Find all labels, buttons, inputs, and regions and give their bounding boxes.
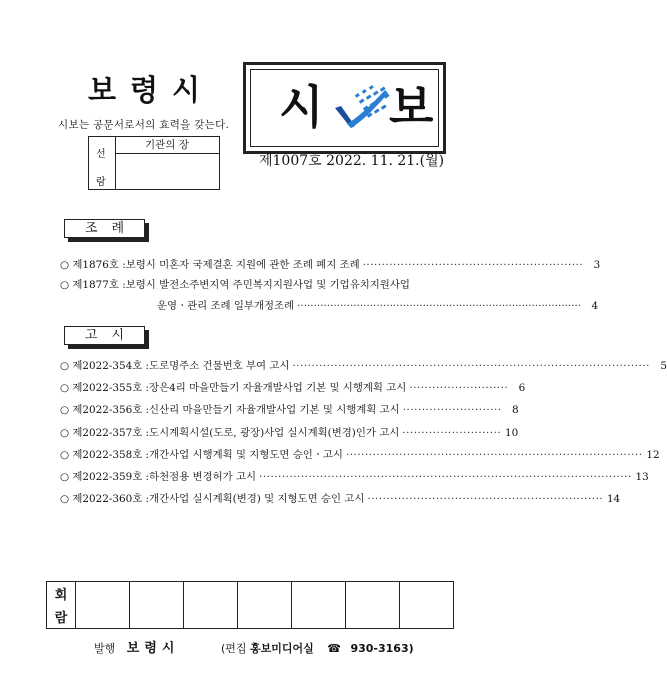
list-item [60, 446, 660, 462]
telephone-icon: ☎ [327, 642, 341, 655]
entry-page: 13 [635, 471, 649, 483]
editor-label: (편집 [220, 642, 247, 655]
entry-title: 보령시 미혼자 국제결혼 지원에 관한 조례 폐지 조례 [125, 259, 360, 271]
list-item [60, 424, 519, 440]
list-item [60, 256, 601, 272]
leader-dots: ·································································································· [259, 471, 632, 483]
entry-page: 3 [593, 259, 601, 271]
section-notice-header: 고시 [64, 326, 145, 345]
entry-page: 10 [504, 427, 519, 439]
entry-number: ○ 제2022-358호 : [60, 449, 150, 461]
circulation-cell [292, 582, 346, 628]
leader-dots: ······························································ [367, 493, 604, 505]
circulation-cell [184, 582, 238, 628]
entry-title: 하천점용 변경허가 고시 [149, 471, 257, 483]
entry-title: 개간사업 시행계획 및 지형도면 승인ㆍ고시 [149, 449, 343, 461]
city-title: 보령시 [88, 73, 215, 107]
gazette-title-box [243, 62, 446, 154]
list-item [60, 401, 519, 417]
circulation-label-top: 회 [54, 588, 68, 603]
phone-number: 930-3163) [350, 642, 414, 655]
list-item [60, 276, 452, 292]
list-item [60, 468, 649, 484]
entry-number: ○ 제2022-355호 : [60, 382, 150, 394]
leader-dots: ·························· [402, 404, 502, 416]
circulation-cell [238, 582, 292, 628]
list-item [60, 379, 526, 395]
leader-dots: ······················································································ [297, 300, 582, 312]
entry-page: 14 [606, 493, 621, 505]
leader-dots: ·············································································· [345, 449, 643, 461]
gazette-title-inner [250, 69, 439, 147]
entry-title: 장은4리 마을만들기 자율개발사업 기본 및 시행계획 고시 [149, 382, 407, 394]
publisher-footer [94, 637, 414, 656]
stamp-side-bottom: 람 [96, 177, 106, 188]
entry-number: ○ 제1877호 : [60, 279, 126, 291]
entry-number: ○ 제2022-354호 : [60, 360, 150, 372]
entry-title: 개간사업 실시계획(변경) 및 지형도면 승인 고시 [149, 493, 365, 505]
publisher-name: 보령시 [126, 641, 180, 656]
circulation-label-bottom: 람 [54, 611, 68, 626]
issue-number-date: 제1007호 2022. 11. 21.(월) [259, 153, 445, 169]
entry-title-continued: 운영ㆍ관리 조례 일부개정조례 [157, 300, 295, 312]
entry-title: 신산리 마을만들기 자율개발사업 기본 및 시행계획 고시 [149, 404, 400, 416]
section-ordinance-header: 조례 [64, 219, 145, 238]
city-logo-icon [333, 80, 393, 136]
leader-dots: ······························································································ [292, 360, 650, 372]
entry-page: 6 [518, 382, 526, 394]
approval-stamp-box [88, 136, 220, 190]
gazette-title-left: 시 [279, 80, 324, 134]
circulation-table [46, 581, 454, 629]
gazette-title-right: 보 [389, 80, 434, 134]
entry-title: 도시계획시설(도로, 광장)사업 실시계획(변경)인가 고시 [149, 427, 400, 439]
entry-title: 도로명주소 건물번호 부여 고시 [149, 360, 290, 372]
entry-page: 12 [646, 449, 660, 461]
list-item [60, 490, 621, 506]
entry-number: ○ 제1876호 : [60, 259, 126, 271]
publisher-label: 발행 [94, 642, 116, 655]
entry-page: 4 [591, 300, 599, 312]
stamp-head-label: 기관의 장 [115, 137, 219, 154]
stamp-side-top: 선 [96, 149, 106, 160]
legal-effect-notice: 시보는 공문서로서의 효력을 갖는다. [58, 119, 230, 131]
entry-number: ○ 제2022-356호 : [60, 404, 150, 416]
leader-dots: ·························································· [362, 259, 584, 271]
circulation-label [47, 582, 76, 628]
entry-number: ○ 제2022-360호 : [60, 493, 150, 505]
circulation-cell [400, 582, 453, 628]
circulation-cell [346, 582, 400, 628]
circulation-cell [130, 582, 184, 628]
list-item-continuation [157, 297, 599, 313]
editor-name: 홍보미디어실 [250, 642, 314, 655]
leader-dots: ·························· [402, 427, 502, 439]
circulation-cell [76, 582, 130, 628]
entry-number: ○ 제2022-357호 : [60, 427, 150, 439]
leader-dots: ·························· [409, 382, 509, 394]
entry-page: 8 [512, 404, 519, 416]
entry-title: 보령시 발전소주변지역 주민복지지원사업 및 기업유치지원사업 [125, 279, 410, 291]
list-item [60, 357, 667, 373]
entry-number: ○ 제2022-359호 : [60, 471, 150, 483]
entry-page: 5 [660, 360, 667, 372]
